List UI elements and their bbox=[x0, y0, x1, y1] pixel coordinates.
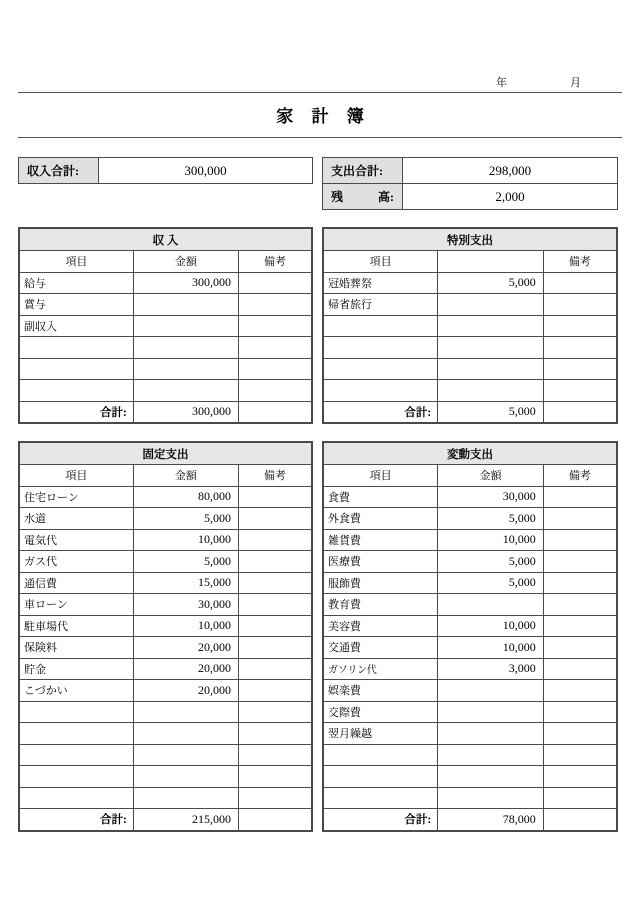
fixed-expense-table-body bbox=[20, 486, 312, 830]
fixed-expense-cell-amount[interactable] bbox=[133, 766, 238, 788]
table-row bbox=[20, 294, 312, 316]
variable-expense-col-amount: 金額 bbox=[438, 465, 543, 487]
variable-expense-table-body bbox=[324, 486, 617, 830]
fixed-expense-cell-item[interactable]: 電気代 bbox=[20, 529, 134, 551]
variable-expense-cell-amount[interactable] bbox=[438, 744, 543, 766]
special-expense-cell-item[interactable]: 冠婚葬祭 bbox=[324, 272, 438, 294]
fixed-expense-cell-note[interactable] bbox=[238, 766, 311, 788]
fixed-expense-cell-note[interactable] bbox=[238, 529, 311, 551]
special-expense-table-wrap bbox=[322, 227, 618, 424]
year-label: 年 bbox=[496, 77, 508, 89]
fixed-expense-cell-item[interactable] bbox=[20, 787, 134, 809]
fixed-expense-col-amount: 金額 bbox=[133, 465, 238, 487]
table-total-row bbox=[324, 401, 617, 423]
table-row bbox=[20, 594, 312, 616]
income-cell-item[interactable]: 給与 bbox=[20, 272, 134, 294]
special-expense-cell-note[interactable] bbox=[543, 294, 616, 316]
variable-expense-cell-item[interactable]: 美容費 bbox=[324, 615, 438, 637]
variable-expense-cell-note[interactable] bbox=[543, 701, 616, 723]
fixed-expense-table-wrap bbox=[18, 441, 313, 832]
table-row bbox=[324, 787, 617, 809]
ledger-gap-top bbox=[313, 227, 322, 424]
fixed-expense-cell-note[interactable] bbox=[238, 723, 311, 745]
special-expense-table-body bbox=[324, 272, 617, 423]
table-row bbox=[20, 615, 312, 637]
income-cell-item[interactable]: 賞与 bbox=[20, 294, 134, 316]
special-expense-cell-item[interactable] bbox=[324, 337, 438, 359]
income-cell-note[interactable] bbox=[238, 315, 311, 337]
table-row bbox=[20, 766, 312, 788]
fixed-expense-cell-note[interactable] bbox=[238, 572, 311, 594]
fixed-expense-cell-note[interactable] bbox=[238, 701, 311, 723]
table-row bbox=[324, 486, 617, 508]
variable-expense-title-row bbox=[324, 443, 617, 465]
fixed-expense-cell-amount[interactable]: 10,000 bbox=[133, 529, 238, 551]
fixed-expense-cell-item[interactable]: 水道 bbox=[20, 508, 134, 530]
income-total-value[interactable]: 300,000 bbox=[99, 158, 313, 184]
special-expense-table bbox=[323, 228, 617, 423]
special-expense-cell-note[interactable] bbox=[543, 272, 616, 294]
special-expense-cell-amount[interactable] bbox=[438, 337, 543, 359]
income-total-amount[interactable]: 300,000 bbox=[133, 401, 238, 423]
table-row bbox=[20, 272, 312, 294]
variable-expense-col-item: 項目 bbox=[324, 465, 438, 487]
balance-row bbox=[323, 184, 618, 210]
variable-expense-cell-item[interactable] bbox=[324, 766, 438, 788]
ledger-gap-bottom bbox=[313, 441, 322, 832]
fixed-expense-cell-item[interactable]: 車ローン bbox=[20, 594, 134, 616]
fixed-expense-cell-amount[interactable]: 20,000 bbox=[133, 658, 238, 680]
income-cell-amount[interactable] bbox=[133, 315, 238, 337]
table-row bbox=[20, 680, 312, 702]
table-total-row bbox=[20, 809, 312, 831]
variable-expense-cell-note[interactable] bbox=[543, 637, 616, 659]
income-cell-amount[interactable] bbox=[133, 337, 238, 359]
table-row bbox=[20, 658, 312, 680]
table-row bbox=[324, 594, 617, 616]
income-col-amount: 金額 bbox=[133, 251, 238, 273]
income-table-title: 収 入 bbox=[20, 229, 312, 251]
fixed-expense-total-amount[interactable]: 215,000 bbox=[133, 809, 238, 831]
special-expense-total-amount[interactable]: 5,000 bbox=[438, 401, 543, 423]
ledger-row-top bbox=[18, 227, 622, 424]
table-row bbox=[20, 551, 312, 573]
income-table-wrap bbox=[18, 227, 313, 424]
variable-expense-cell-note[interactable] bbox=[543, 615, 616, 637]
table-row bbox=[324, 680, 617, 702]
fixed-expense-cell-item[interactable]: こづかい bbox=[20, 680, 134, 702]
variable-expense-table-wrap bbox=[322, 441, 618, 832]
income-cell-item[interactable] bbox=[20, 337, 134, 359]
title-band bbox=[18, 92, 622, 138]
variable-expense-cell-note[interactable] bbox=[543, 594, 616, 616]
special-expense-table-title: 特別支出 bbox=[324, 229, 617, 251]
summary-gap bbox=[313, 157, 322, 210]
variable-expense-cell-item[interactable]: 交際費 bbox=[324, 701, 438, 723]
table-row bbox=[20, 744, 312, 766]
income-cell-item[interactable]: 副収入 bbox=[20, 315, 134, 337]
income-col-item: 項目 bbox=[20, 251, 134, 273]
variable-expense-cell-note[interactable] bbox=[543, 787, 616, 809]
fixed-expense-cell-item[interactable]: 住宅ローン bbox=[20, 486, 134, 508]
special-expense-cell-item[interactable] bbox=[324, 380, 438, 402]
income-total-note[interactable] bbox=[238, 401, 311, 423]
table-row bbox=[20, 701, 312, 723]
special-expense-cell-item[interactable] bbox=[324, 315, 438, 337]
income-col-note: 備考 bbox=[238, 251, 311, 273]
special-expense-cell-item[interactable] bbox=[324, 358, 438, 380]
table-row bbox=[324, 723, 617, 745]
table-row bbox=[324, 337, 617, 359]
variable-expense-cell-amount[interactable] bbox=[438, 787, 543, 809]
variable-expense-cell-item[interactable]: 雑貨費 bbox=[324, 529, 438, 551]
table-row bbox=[324, 294, 617, 316]
variable-expense-cell-item[interactable]: 医療費 bbox=[324, 551, 438, 573]
variable-expense-cell-item[interactable]: ガソリン代 bbox=[324, 658, 438, 680]
table-row bbox=[324, 315, 617, 337]
special-expense-cell-amount[interactable] bbox=[438, 380, 543, 402]
table-row bbox=[20, 787, 312, 809]
variable-expense-cell-note[interactable] bbox=[543, 766, 616, 788]
income-cell-amount[interactable] bbox=[133, 358, 238, 380]
fixed-expense-cell-note[interactable] bbox=[238, 551, 311, 573]
income-total-row bbox=[19, 158, 313, 184]
income-table-header-row bbox=[20, 251, 312, 273]
income-cell-note[interactable] bbox=[238, 358, 311, 380]
variable-expense-total-amount[interactable]: 78,000 bbox=[438, 809, 543, 831]
variable-expense-col-note: 備考 bbox=[543, 465, 616, 487]
variable-expense-cell-amount[interactable] bbox=[438, 766, 543, 788]
special-expense-cell-note[interactable] bbox=[543, 315, 616, 337]
expense-total-value[interactable]: 298,000 bbox=[403, 158, 618, 184]
variable-expense-cell-item[interactable] bbox=[324, 744, 438, 766]
fixed-expense-cell-item[interactable] bbox=[20, 744, 134, 766]
special-expense-col-note: 備考 bbox=[543, 251, 616, 273]
table-row bbox=[20, 529, 312, 551]
income-cell-note[interactable] bbox=[238, 272, 311, 294]
fixed-expense-cell-item[interactable] bbox=[20, 766, 134, 788]
fixed-expense-cell-amount[interactable] bbox=[133, 744, 238, 766]
fixed-expense-cell-amount[interactable]: 20,000 bbox=[133, 680, 238, 702]
variable-expense-cell-item[interactable]: 外食費 bbox=[324, 508, 438, 530]
variable-expense-cell-amount[interactable]: 3,000 bbox=[438, 658, 543, 680]
date-header bbox=[18, 0, 622, 90]
special-expense-title-row bbox=[324, 229, 617, 251]
variable-expense-cell-amount[interactable]: 10,000 bbox=[438, 637, 543, 659]
fixed-expense-cell-note[interactable] bbox=[238, 680, 311, 702]
fixed-expense-cell-note[interactable] bbox=[238, 615, 311, 637]
variable-expense-cell-note[interactable] bbox=[543, 744, 616, 766]
fixed-expense-cell-item[interactable]: 貯金 bbox=[20, 658, 134, 680]
table-row bbox=[324, 701, 617, 723]
table-row bbox=[324, 358, 617, 380]
income-summary-box bbox=[18, 157, 313, 210]
fixed-expense-cell-item[interactable]: 通信費 bbox=[20, 572, 134, 594]
special-expense-cell-amount[interactable] bbox=[438, 315, 543, 337]
fixed-expense-total-note[interactable] bbox=[238, 809, 311, 831]
fixed-expense-cell-note[interactable] bbox=[238, 787, 311, 809]
fixed-expense-cell-amount[interactable]: 15,000 bbox=[133, 572, 238, 594]
variable-expense-cell-item[interactable]: 交通費 bbox=[324, 637, 438, 659]
variable-expense-total-label: 合計: bbox=[324, 809, 438, 831]
variable-expense-header-row bbox=[324, 465, 617, 487]
fixed-expense-title-row bbox=[20, 443, 312, 465]
fixed-expense-total-label: 合計: bbox=[20, 809, 134, 831]
variable-expense-cell-amount[interactable] bbox=[438, 723, 543, 745]
variable-expense-table-title: 変動支出 bbox=[324, 443, 617, 465]
fixed-expense-cell-note[interactable] bbox=[238, 486, 311, 508]
fixed-expense-cell-item[interactable] bbox=[20, 723, 134, 745]
variable-expense-cell-item[interactable]: 娯楽費 bbox=[324, 680, 438, 702]
table-total-row bbox=[20, 401, 312, 423]
variable-expense-cell-note[interactable] bbox=[543, 508, 616, 530]
fixed-expense-cell-item[interactable]: 駐車場代 bbox=[20, 615, 134, 637]
variable-expense-cell-note[interactable] bbox=[543, 680, 616, 702]
table-row bbox=[20, 486, 312, 508]
table-row bbox=[20, 508, 312, 530]
table-row bbox=[20, 380, 312, 402]
table-total-row bbox=[324, 809, 617, 831]
special-expense-cell-amount[interactable] bbox=[438, 358, 543, 380]
table-row bbox=[324, 744, 617, 766]
special-expense-cell-note[interactable] bbox=[543, 337, 616, 359]
special-expense-cell-item[interactable]: 帰省旅行 bbox=[324, 294, 438, 316]
fixed-expense-cell-amount[interactable]: 10,000 bbox=[133, 615, 238, 637]
special-expense-col-item: 項目 bbox=[324, 251, 438, 273]
income-total-label: 収入合計: bbox=[19, 158, 99, 184]
fixed-expense-cell-item[interactable]: ガス代 bbox=[20, 551, 134, 573]
expense-total-label: 支出合計: bbox=[323, 158, 403, 184]
variable-expense-cell-note[interactable] bbox=[543, 572, 616, 594]
expense-summary-box bbox=[322, 157, 618, 210]
table-row bbox=[324, 615, 617, 637]
table-row bbox=[324, 658, 617, 680]
income-cell-item[interactable] bbox=[20, 380, 134, 402]
income-cell-note[interactable] bbox=[238, 294, 311, 316]
table-row bbox=[324, 766, 617, 788]
variable-expense-cell-amount[interactable]: 30,000 bbox=[438, 486, 543, 508]
variable-expense-table bbox=[323, 442, 617, 831]
fixed-expense-cell-amount[interactable]: 5,000 bbox=[133, 508, 238, 530]
fixed-expense-cell-amount[interactable]: 20,000 bbox=[133, 637, 238, 659]
variable-expense-cell-amount[interactable] bbox=[438, 701, 543, 723]
fixed-expense-table-title: 固定支出 bbox=[20, 443, 312, 465]
expense-summary-table bbox=[322, 157, 618, 210]
income-cell-item[interactable] bbox=[20, 358, 134, 380]
income-table-body bbox=[20, 272, 312, 423]
fixed-expense-cell-amount[interactable]: 5,000 bbox=[133, 551, 238, 573]
table-row bbox=[20, 723, 312, 745]
variable-expense-total-note[interactable] bbox=[543, 809, 616, 831]
fixed-expense-cell-amount[interactable] bbox=[133, 701, 238, 723]
variable-expense-cell-amount[interactable]: 10,000 bbox=[438, 529, 543, 551]
income-cell-amount[interactable] bbox=[133, 294, 238, 316]
income-table-title-row bbox=[20, 229, 312, 251]
variable-expense-cell-note[interactable] bbox=[543, 486, 616, 508]
income-summary-table bbox=[18, 157, 313, 184]
fixed-expense-col-item: 項目 bbox=[20, 465, 134, 487]
table-row bbox=[20, 637, 312, 659]
fixed-expense-cell-item[interactable] bbox=[20, 701, 134, 723]
table-row bbox=[20, 358, 312, 380]
variable-expense-cell-note[interactable] bbox=[543, 658, 616, 680]
page-title: 家 計 簿 bbox=[276, 107, 371, 126]
variable-expense-cell-amount[interactable]: 5,000 bbox=[438, 572, 543, 594]
variable-expense-cell-note[interactable] bbox=[543, 529, 616, 551]
balance-label-part-a: 残 bbox=[331, 190, 344, 204]
table-row bbox=[20, 315, 312, 337]
table-row bbox=[20, 572, 312, 594]
fixed-expense-cell-note[interactable] bbox=[238, 508, 311, 530]
expense-total-row bbox=[323, 158, 618, 184]
special-expense-cell-note[interactable] bbox=[543, 380, 616, 402]
ledger-row-bottom bbox=[18, 441, 622, 832]
variable-expense-cell-note[interactable] bbox=[543, 551, 616, 573]
special-expense-cell-note[interactable] bbox=[543, 358, 616, 380]
fixed-expense-cell-note[interactable] bbox=[238, 744, 311, 766]
variable-expense-cell-amount[interactable]: 5,000 bbox=[438, 508, 543, 530]
table-row bbox=[324, 551, 617, 573]
variable-expense-cell-item[interactable]: 翌月繰越 bbox=[324, 723, 438, 745]
balance-label-part-b: 高: bbox=[378, 190, 394, 204]
table-row bbox=[324, 272, 617, 294]
fixed-expense-cell-amount[interactable] bbox=[133, 787, 238, 809]
table-row bbox=[324, 508, 617, 530]
special-expense-total-label: 合計: bbox=[324, 401, 438, 423]
income-cell-amount[interactable]: 300,000 bbox=[133, 272, 238, 294]
fixed-expense-cell-item[interactable]: 保険料 bbox=[20, 637, 134, 659]
balance-value[interactable]: 2,000 bbox=[403, 184, 618, 210]
variable-expense-cell-note[interactable] bbox=[543, 723, 616, 745]
fixed-expense-cell-amount[interactable] bbox=[133, 723, 238, 745]
fixed-expense-header-row bbox=[20, 465, 312, 487]
variable-expense-cell-item[interactable]: 食費 bbox=[324, 486, 438, 508]
income-cell-note[interactable] bbox=[238, 380, 311, 402]
variable-expense-cell-amount[interactable]: 5,000 bbox=[438, 551, 543, 573]
variable-expense-cell-item[interactable]: 教育費 bbox=[324, 594, 438, 616]
income-table bbox=[19, 228, 312, 423]
variable-expense-cell-amount[interactable] bbox=[438, 594, 543, 616]
fixed-expense-cell-amount[interactable]: 80,000 bbox=[133, 486, 238, 508]
summary-section bbox=[18, 157, 622, 210]
table-row bbox=[20, 337, 312, 359]
variable-expense-cell-item[interactable] bbox=[324, 787, 438, 809]
income-total-label: 合計: bbox=[20, 401, 134, 423]
table-row bbox=[324, 637, 617, 659]
fixed-expense-cell-note[interactable] bbox=[238, 637, 311, 659]
month-label: 月 bbox=[570, 77, 582, 89]
table-row bbox=[324, 572, 617, 594]
variable-expense-cell-amount[interactable] bbox=[438, 680, 543, 702]
income-cell-amount[interactable] bbox=[133, 380, 238, 402]
fixed-expense-cell-amount[interactable]: 30,000 bbox=[133, 594, 238, 616]
special-expense-cell-amount[interactable] bbox=[438, 294, 543, 316]
table-row bbox=[324, 380, 617, 402]
special-expense-total-note[interactable] bbox=[543, 401, 616, 423]
fixed-expense-col-note: 備考 bbox=[238, 465, 311, 487]
income-cell-note[interactable] bbox=[238, 337, 311, 359]
fixed-expense-table bbox=[19, 442, 312, 831]
special-expense-col-amount bbox=[438, 251, 543, 273]
variable-expense-cell-item[interactable]: 服飾費 bbox=[324, 572, 438, 594]
variable-expense-cell-amount[interactable]: 10,000 bbox=[438, 615, 543, 637]
table-row bbox=[324, 529, 617, 551]
special-expense-header-row bbox=[324, 251, 617, 273]
balance-label bbox=[323, 184, 403, 210]
fixed-expense-cell-note[interactable] bbox=[238, 594, 311, 616]
fixed-expense-cell-note[interactable] bbox=[238, 658, 311, 680]
special-expense-cell-amount[interactable]: 5,000 bbox=[438, 272, 543, 294]
